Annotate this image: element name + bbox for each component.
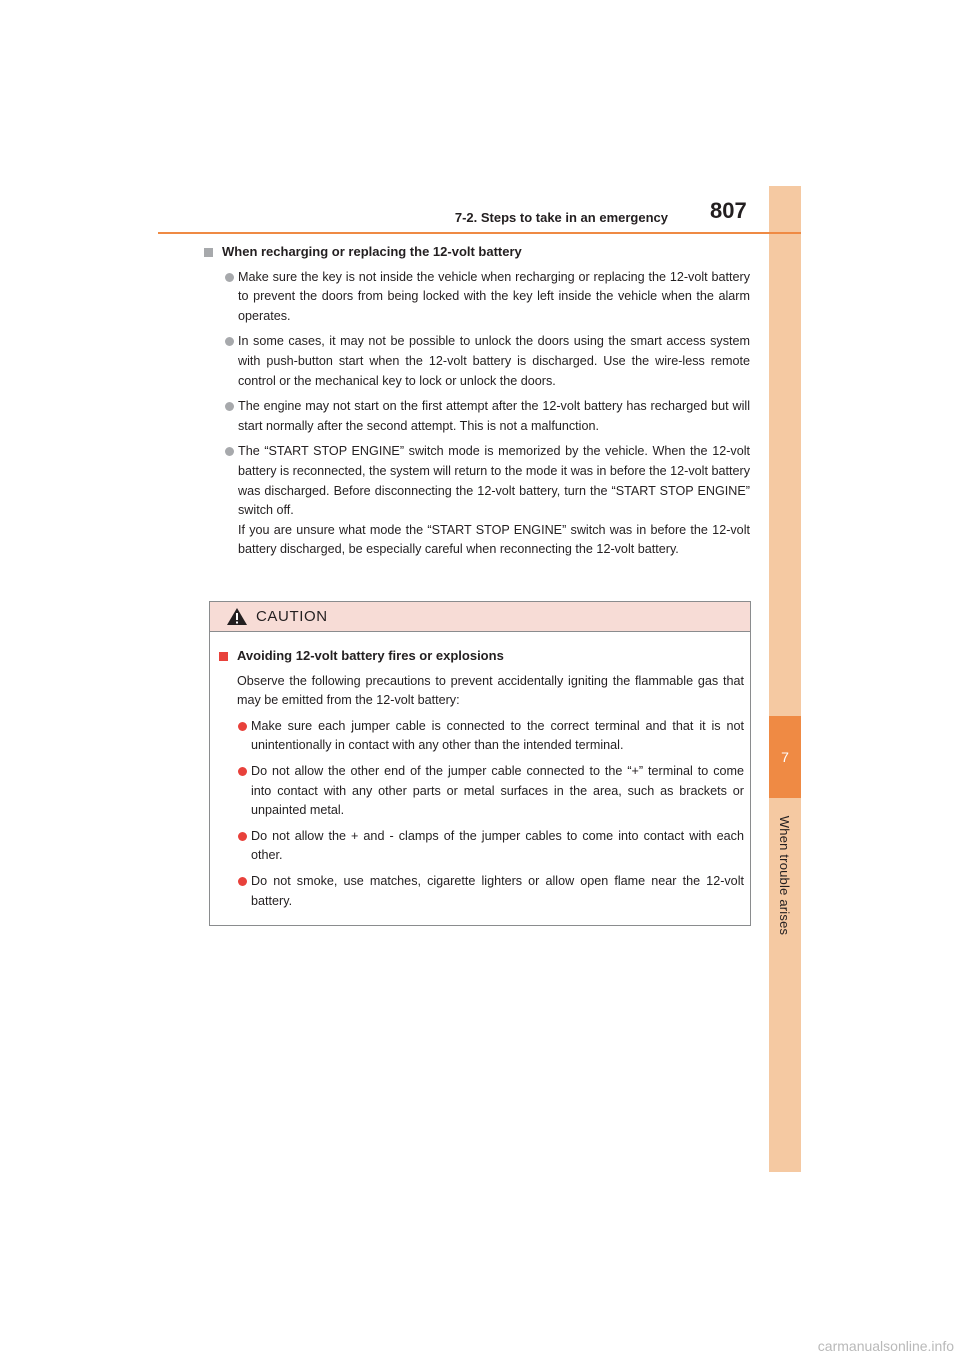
circle-bullet-icon: [238, 722, 247, 731]
list-item: Make sure each jumper cable is connected to the correct terminal and that it is not unintentionally in contact with any other than the intended terminal.: [219, 717, 744, 756]
chapter-sidebar: [769, 186, 801, 1172]
list-item: The engine may not start on the first attempt after the 12-volt battery has recharged but will start normally after the second attempt. This is not a malfunction.: [208, 397, 750, 436]
circle-bullet-icon: [225, 337, 234, 346]
square-bullet-icon: [219, 652, 228, 661]
caution-box: [209, 601, 751, 926]
list-item: Do not allow the + and - clamps of the jumper cables to come into contact with each other.: [219, 827, 744, 866]
circle-bullet-icon: [238, 877, 247, 886]
circle-bullet-icon: [238, 767, 247, 776]
watermark: carmanualsonline.info: [817, 1338, 954, 1354]
circle-bullet-icon: [238, 832, 247, 841]
section-heading-text: When recharging or replacing the 12-volt battery: [222, 244, 522, 259]
chapter-title-vertical: [771, 812, 799, 938]
main-content: [208, 242, 750, 566]
caution-intro: Observe the following precautions to prevent accidentally igniting the flammable gas that may be emitted from the 12-volt battery:: [237, 673, 744, 708]
list-item: Make sure the key is not inside the vehicle when recharging or replacing the 12-volt battery to prevent the doors from being locked with the key left inside the vehicle when the alarm operates.: [208, 268, 750, 327]
caution-heading-text: Avoiding 12-volt battery fires or explosions: [237, 648, 504, 663]
caution-bullet-list: [219, 717, 744, 911]
caution-heading: [219, 646, 744, 666]
chapter-number-tab: [769, 716, 801, 798]
caution-header: [210, 602, 750, 632]
caution-title: CAUTION: [256, 608, 328, 625]
list-item: The “START STOP ENGINE” switch mode is memorized by the vehicle. When the 12-volt battery is reconnected, the system will return to the mode it was in before the 12-volt battery was discharged. Before disconnecting the 12-volt battery, turn the “START STOP ENGINE” switch off. If you are unsure what mode the “START STOP ENGINE” switch was in before the 12-volt battery discharged, be especially careful when reconnecting the 12-volt battery.: [208, 442, 750, 560]
chapter-number: 7: [781, 749, 789, 765]
page-number: 807: [710, 198, 747, 223]
circle-bullet-icon: [225, 402, 234, 411]
caution-body: [210, 632, 750, 911]
circle-bullet-icon: [225, 447, 234, 456]
list-item: In some cases, it may not be possible to unlock the doors using the smart access system with push-button start when the 12-volt battery is discharged. Use the wire-less remote control or the mechanical key to lock or unlock the doors.: [208, 332, 750, 391]
bullet-list: [208, 268, 750, 560]
list-item: Do not allow the other end of the jumper cable connected to the “+” terminal to come into contact with any other parts or metal surfaces in the area, such as brackets or unpainted metal.: [219, 762, 744, 821]
circle-bullet-icon: [225, 273, 234, 282]
section-title: 7-2. Steps to take in an emergency: [454, 210, 668, 225]
chapter-title: When trouble arises: [777, 815, 793, 935]
list-item: Do not smoke, use matches, cigarette lighters or allow open flame near the 12-volt battery.: [219, 872, 744, 911]
square-bullet-icon: [204, 248, 213, 257]
section-heading: [204, 242, 750, 262]
warning-triangle-icon: [226, 607, 248, 626]
header-rule: [158, 232, 801, 234]
